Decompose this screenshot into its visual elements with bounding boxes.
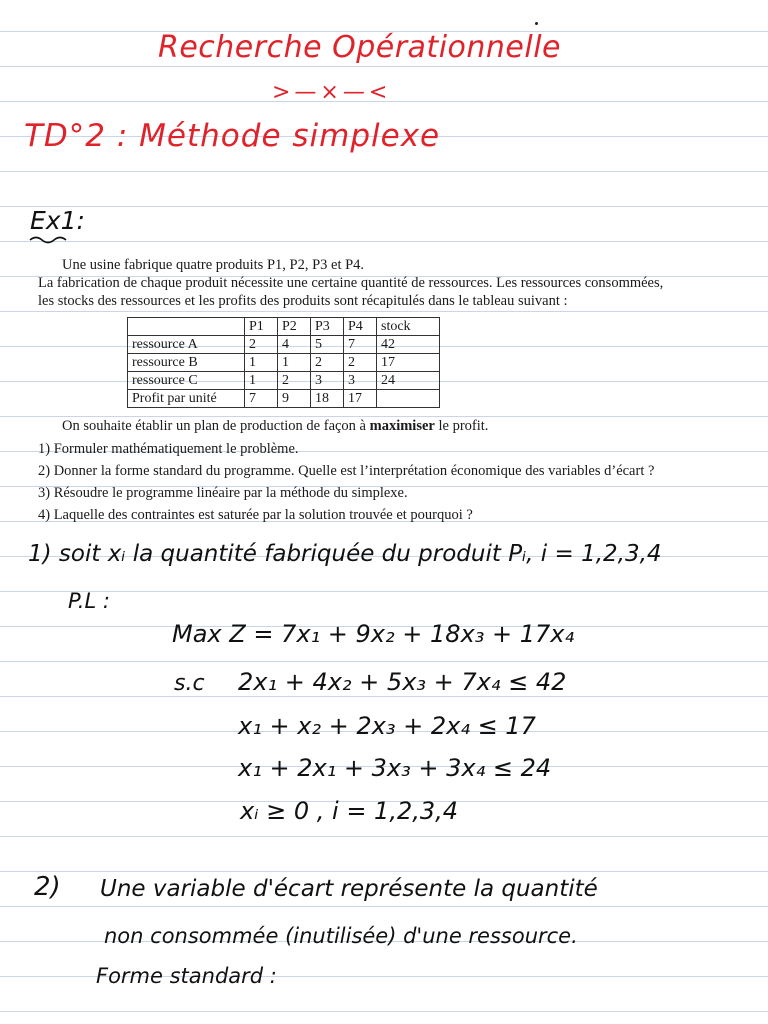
solution-q2-line-1: Une variable d'écart représente la quantité: [100, 876, 598, 902]
table-cell: 2: [278, 372, 311, 390]
exercise-intro-line-2: La fabrication de chaque produit nécessite une certaine quantité de ressources. Les ressources consommées,: [38, 275, 664, 291]
table-header-cell: [128, 318, 245, 336]
table-cell: 17: [377, 354, 440, 372]
exercise-intro-line-1: Une usine fabrique quatre produits P1, P2, P3 et P4.: [62, 257, 365, 273]
question-item: 2) Donner la forme standard du programme. Quelle est l’interprétation économique des variables d’écart ?: [38, 463, 655, 479]
table-row: [128, 372, 440, 390]
table-cell: 1: [245, 372, 278, 390]
exercise-intro-line-3: les stocks des ressources et les profits des produits sont récapitulés dans le tableau suivant :: [38, 293, 568, 309]
table-cell: 7: [344, 336, 377, 354]
table-cell: Profit par unité: [128, 390, 245, 408]
goal-text-after: le profit.: [434, 418, 489, 434]
table-cell: 9: [278, 390, 311, 408]
td-title: TD°2 : Méthode simplexe: [24, 118, 441, 154]
solution-pl-label: P.L :: [68, 589, 110, 613]
solution-constraint-2: x₁ + x₂ + 2x₃ + 2x₄ ≤ 17: [238, 712, 536, 740]
table-cell: 18: [311, 390, 344, 408]
table-cell: ressource B: [128, 354, 245, 372]
table-cell: 2: [344, 354, 377, 372]
solution-nonnegativity: xᵢ ≥ 0 , i = 1,2,3,4: [240, 797, 459, 825]
table-row: [128, 354, 440, 372]
exercise-label-underline: [28, 234, 68, 246]
table-cell: 42: [377, 336, 440, 354]
table-cell: 4: [278, 336, 311, 354]
table-cell: 2: [311, 354, 344, 372]
table-row: [128, 390, 440, 408]
question-item: 4) Laquelle des contraintes est saturée par la solution trouvée et pourquoi ?: [38, 507, 473, 523]
goal-text-before: On souhaite établir un plan de production de façon à: [62, 418, 370, 434]
table-cell: ressource C: [128, 372, 245, 390]
resource-table: [127, 317, 440, 408]
table-header-cell: P2: [278, 318, 311, 336]
table-cell: 1: [278, 354, 311, 372]
table-cell: 1: [245, 354, 278, 372]
table-cell: [377, 390, 440, 408]
table-cell: 3: [344, 372, 377, 390]
table-header-row: [128, 318, 440, 336]
question-list: [38, 438, 654, 526]
table-cell: 17: [344, 390, 377, 408]
exercise-label: Ex1:: [30, 206, 85, 235]
solution-constraint-1: 2x₁ + 4x₂ + 5x₃ + 7x₄ ≤ 42: [238, 668, 567, 696]
table-cell: 5: [311, 336, 344, 354]
table-cell: ressource A: [128, 336, 245, 354]
exercise-goal: [62, 418, 488, 435]
table-cell: 24: [377, 372, 440, 390]
solution-sc-label: s.c: [174, 671, 205, 696]
course-title: Recherche Opérationnelle: [158, 30, 561, 65]
table-cell: 2: [245, 336, 278, 354]
goal-text-bold: maximiser: [369, 418, 435, 434]
solution-q2-line-2: non consommée (inutilisée) d'une ressource.: [104, 924, 578, 948]
table-row: [128, 336, 440, 354]
question-item: 1) Formuler mathématiquement le problème.: [38, 441, 299, 457]
table-header-cell: stock: [377, 318, 440, 336]
solution-objective: Max Z = 7x₁ + 9x₂ + 18x₃ + 17x₄: [172, 620, 575, 648]
table-cell: 7: [245, 390, 278, 408]
solution-q2-number: 2): [34, 872, 61, 902]
solution-standard-form-label: Forme standard :: [96, 964, 277, 988]
solution-constraint-3: x₁ + 2x₁ + 3x₃ + 3x₄ ≤ 24: [238, 754, 552, 782]
solution-q1-definition: 1) soit xᵢ la quantité fabriquée du produit Pᵢ, i = 1,2,3,4: [28, 541, 662, 567]
table-header-cell: P4: [344, 318, 377, 336]
question-item: 3) Résoudre le programme linéaire par la méthode du simplexe.: [38, 485, 408, 501]
table-cell: 3: [311, 372, 344, 390]
table-header-cell: P1: [245, 318, 278, 336]
title-separator: >—×—<: [272, 80, 392, 105]
table-header-cell: P3: [311, 318, 344, 336]
ink-dot: [535, 22, 538, 25]
